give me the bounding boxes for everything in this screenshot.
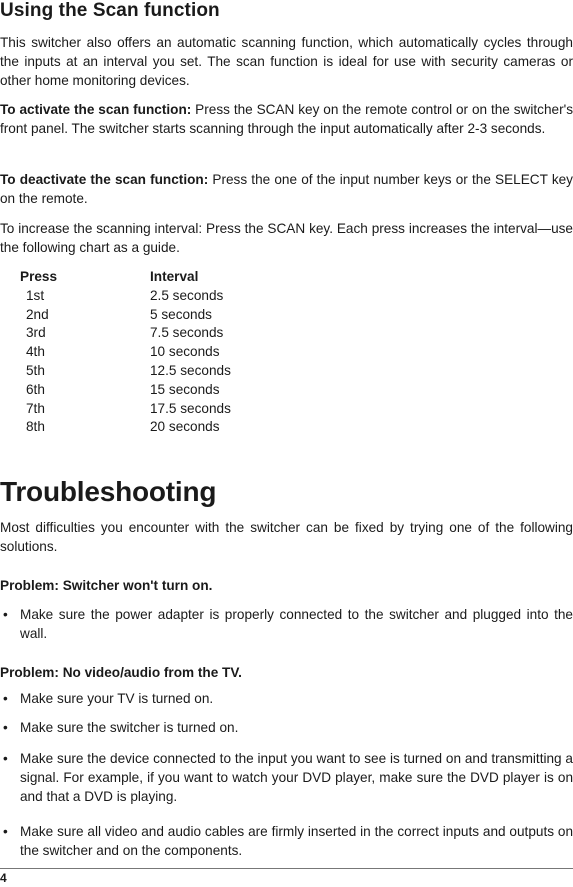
problem-title: Problem: Switcher won't turn on. bbox=[0, 578, 213, 593]
activate-scan-text: Press the SCAN key on the remote control or on the switcher's front panel. The switcher starts scanning through the input automatically after 2-3 seconds. bbox=[0, 102, 573, 136]
interval-cell: 10 seconds bbox=[150, 344, 220, 360]
interval-table-row bbox=[20, 418, 320, 437]
troubleshooting-heading: Troubleshooting bbox=[0, 476, 217, 507]
bullet-text: Make sure the device connected to the input you want to see is turned on and transmitting a signal. For example, if you want to watch your DVD player, make sure the DVD player is on and that a DVD is playing. bbox=[20, 751, 573, 804]
interval-table-row bbox=[20, 343, 320, 362]
increase-interval-paragraph: To increase the scanning interval: Press the SCAN key. Each press increases the interval—use the following chart as a guide. bbox=[0, 221, 573, 255]
bullet-item bbox=[0, 749, 573, 806]
bullet-icon: • bbox=[3, 824, 8, 839]
press-cell: 6th bbox=[26, 381, 45, 397]
press-cell: 8th bbox=[26, 419, 45, 435]
deactivate-scan-paragraph bbox=[0, 170, 573, 208]
scan-section-heading: Using the Scan function bbox=[0, 0, 220, 21]
activate-scan-paragraph bbox=[0, 100, 573, 138]
bullet-text: Make sure your TV is turned on. bbox=[20, 691, 214, 706]
press-column-header: Press bbox=[20, 269, 58, 284]
problem-title: Problem: No video/audio from the TV. bbox=[0, 665, 242, 680]
press-cell: 5th bbox=[26, 362, 45, 378]
interval-column-header: Interval bbox=[150, 269, 199, 284]
interval-cell: 2.5 seconds bbox=[150, 287, 224, 303]
bullet-item bbox=[0, 605, 573, 643]
press-cell: 7th bbox=[26, 400, 45, 416]
interval-table bbox=[20, 268, 320, 437]
press-cell: 2nd bbox=[26, 306, 49, 322]
interval-cell: 15 seconds bbox=[150, 381, 220, 397]
interval-table-row bbox=[20, 400, 320, 419]
interval-cell: 12.5 seconds bbox=[150, 362, 231, 378]
interval-table-row bbox=[20, 306, 320, 325]
bullet-icon: • bbox=[3, 751, 8, 766]
interval-table-row bbox=[20, 324, 320, 343]
bullet-text: Make sure the switcher is turned on. bbox=[20, 720, 239, 735]
interval-cell: 17.5 seconds bbox=[150, 400, 231, 416]
bullet-item bbox=[0, 822, 573, 860]
bullet-item bbox=[0, 689, 573, 708]
footer-divider bbox=[0, 868, 573, 869]
deactivate-scan-label: To deactivate the scan function: bbox=[0, 172, 209, 187]
bullet-icon: • bbox=[3, 720, 8, 735]
press-cell: 1st bbox=[26, 287, 45, 303]
interval-cell: 7.5 seconds bbox=[150, 325, 224, 341]
troubleshooting-intro: Most difficulties you encounter with the switcher can be fixed by trying one of the following solutions. bbox=[0, 520, 573, 554]
bullet-text: Make sure all video and audio cables are firmly inserted in the correct inputs and outputs on the switcher and on the components. bbox=[20, 824, 573, 858]
scan-intro-paragraph: This switcher also offers an automatic scanning function, which automatically cycles through the inputs at an interval you set. The scan function is ideal for use with security cameras or other home monitoring devices. bbox=[0, 35, 573, 88]
interval-table-row bbox=[20, 287, 320, 306]
bullet-item bbox=[0, 718, 573, 737]
activate-scan-label: To activate the scan function: bbox=[0, 102, 192, 117]
interval-table-row bbox=[20, 381, 320, 400]
bullet-icon: • bbox=[3, 607, 8, 622]
bullet-icon: • bbox=[3, 691, 8, 706]
interval-table-header bbox=[20, 268, 320, 287]
bullet-text: Make sure the power adapter is properly connected to the switcher and plugged into the wall. bbox=[20, 607, 573, 641]
interval-table-row bbox=[20, 362, 320, 381]
page-number: 4 bbox=[0, 871, 7, 885]
press-cell: 3rd bbox=[26, 325, 46, 341]
deactivate-scan-text: Press the one of the input number keys or the SELECT key on the remote. bbox=[0, 172, 573, 206]
press-cell: 4th bbox=[26, 344, 45, 360]
interval-cell: 20 seconds bbox=[150, 419, 220, 435]
interval-cell: 5 seconds bbox=[150, 306, 212, 322]
